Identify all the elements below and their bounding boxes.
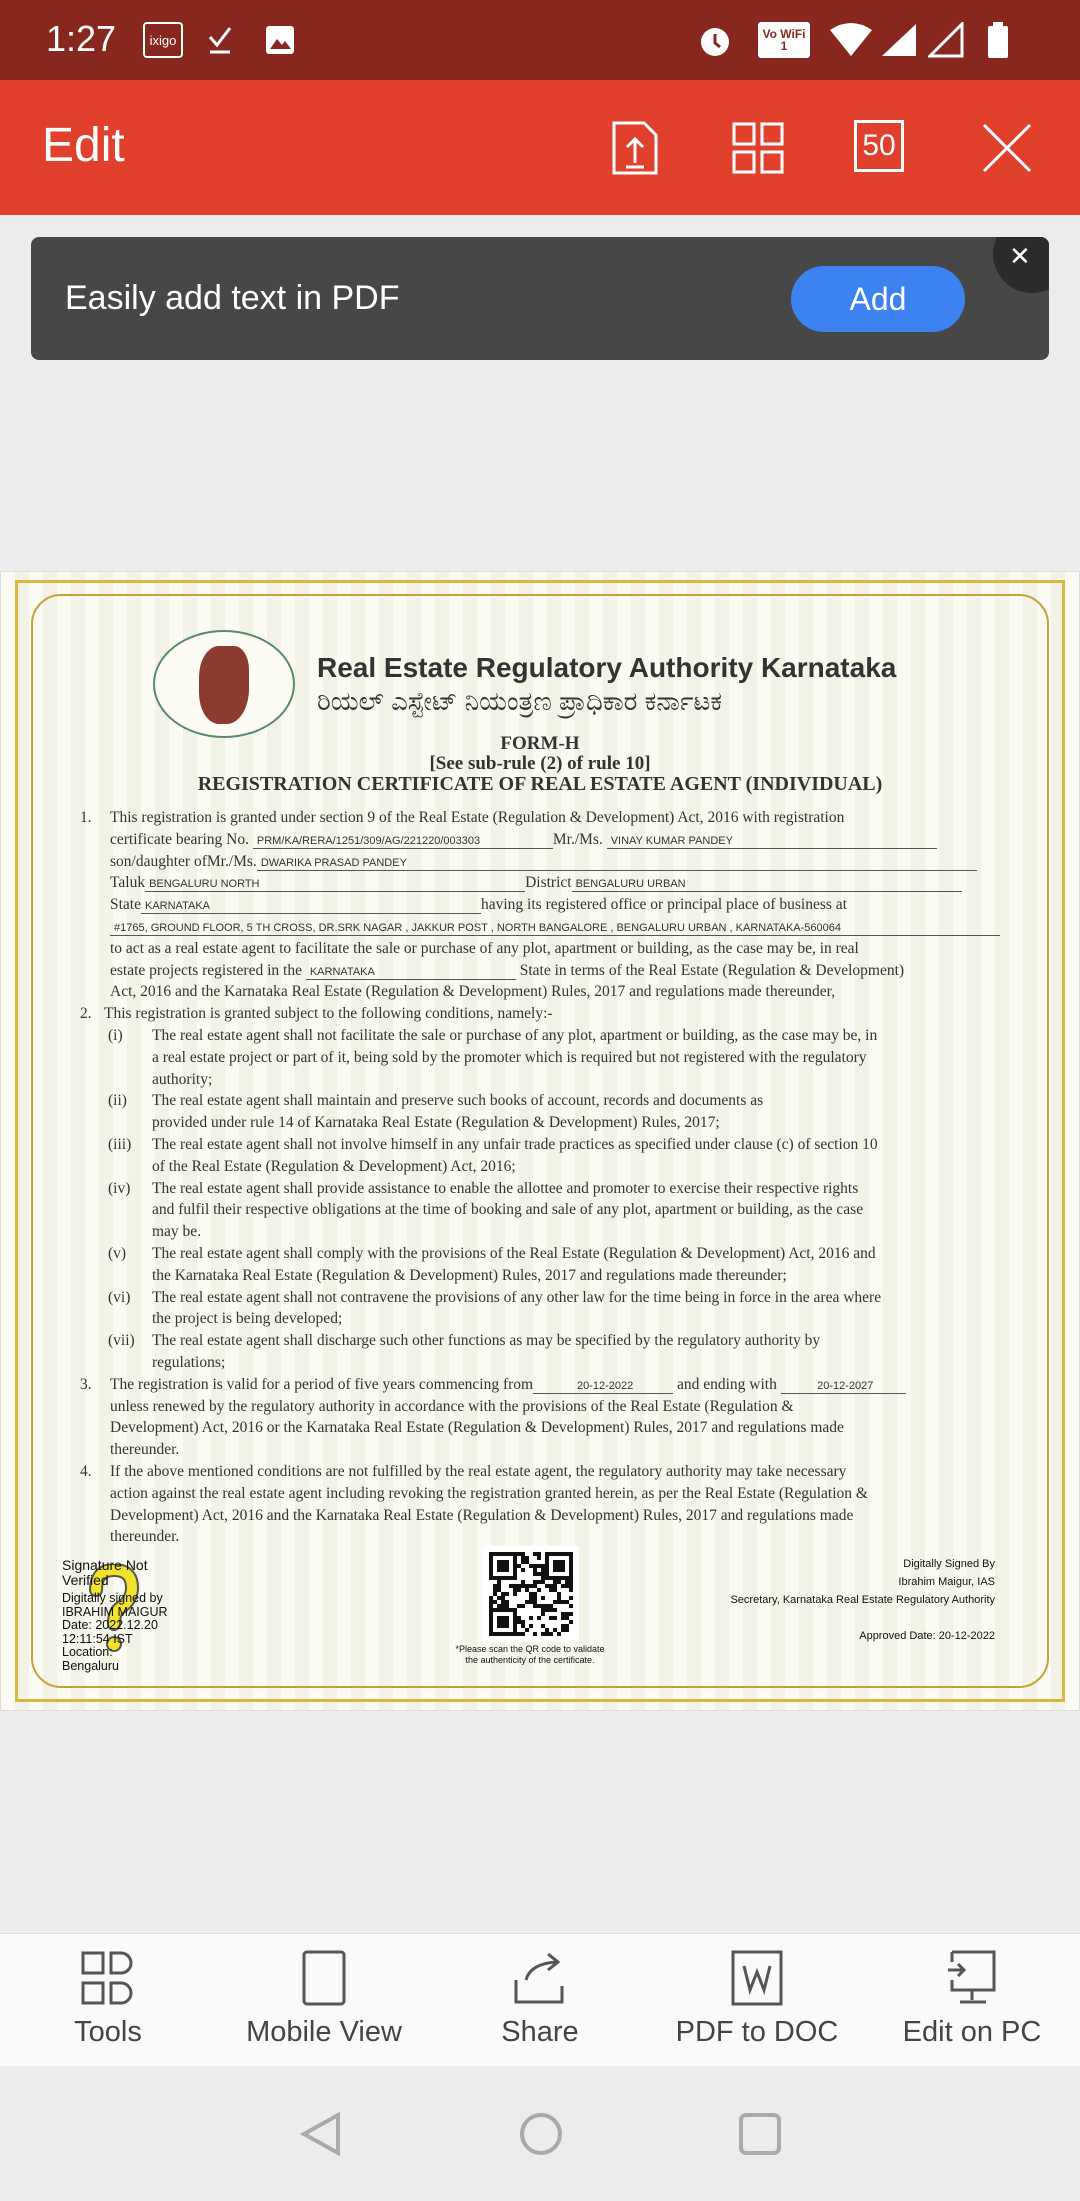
signer-name: Ibrahim Maigur, IAS	[898, 1576, 995, 1588]
add-button[interactable]: Add	[791, 266, 965, 332]
validity-end: 20-12-2027	[781, 1379, 906, 1394]
upload-file-button[interactable]	[607, 120, 663, 176]
condition-text: and fulfil their respective obligations at the time of booking and sale of any plot, apartment or building, as the case	[152, 1201, 864, 1219]
qr-code	[483, 1546, 579, 1642]
signature-line: Date: 2022.12.20	[62, 1618, 158, 1632]
close-button[interactable]	[979, 120, 1035, 176]
form-subrule: [See sub-rule (2) of rule 10]	[429, 753, 651, 774]
close-icon	[981, 122, 1033, 174]
tools-button[interactable]	[8, 1948, 208, 2049]
image-icon	[265, 22, 295, 58]
label: District	[525, 874, 572, 892]
item3-text: unless renewed by the regulatory authority in accordance with the provisions of the Real Estate (Regulation &	[110, 1397, 794, 1415]
registration-number: PRM/KA/RERA/1251/309/AG/221220/003303	[253, 834, 553, 849]
project-state: KARNATAKA	[306, 965, 516, 980]
upload-file-icon	[610, 121, 660, 175]
signal-icon	[880, 22, 918, 58]
label: State	[110, 896, 141, 914]
system-nav-bar	[0, 2066, 1080, 2201]
signer-title: Secretary, Karnataka Real Estate Regulatory Authority	[730, 1594, 995, 1606]
certificate-body	[0, 807, 1080, 1548]
tools-icon	[81, 1951, 135, 2005]
label: The registration is valid for a period of five years commencing from	[110, 1375, 534, 1393]
condition-text: the Karnataka Real Estate (Regulation & Development) Rules, 2017 and regulations made thereunder;	[152, 1266, 787, 1284]
condition-text: The real estate agent shall not facilitate the sale or purchase of any plot, apartment or building, as the case may be, in	[152, 1026, 878, 1044]
add-text-banner	[31, 237, 1049, 360]
app-bar	[0, 80, 1080, 215]
share-button[interactable]	[440, 1948, 640, 2049]
signature-line: Location:	[62, 1645, 113, 1659]
label: having its registered office or principal place of business at	[481, 896, 847, 914]
label: and ending with	[676, 1375, 777, 1393]
condition-number: (ii)	[108, 1092, 127, 1110]
validity-start: 20-12-2022	[533, 1379, 673, 1394]
condition-text: The real estate agent shall not contravene the provisions of any other law for the time being in force in the area where	[152, 1288, 882, 1306]
condition-text: The real estate agent shall comply with the provisions of the Real Estate (Regulation & Development) Act, 2016 and	[152, 1244, 876, 1262]
label: Mr./Ms.	[552, 830, 603, 848]
condition-text: a real estate project or part of it, being sold by the promoter which is required but not registered with the regulatory	[152, 1048, 867, 1066]
status-bar	[0, 0, 1080, 80]
banner-text: Easily add text in PDF	[65, 279, 400, 317]
pdf-to-doc-label: PDF to DOC	[675, 2016, 839, 2048]
condition-number: (iv)	[108, 1179, 131, 1197]
back-icon[interactable]	[298, 2111, 344, 2157]
condition-text: of the Real Estate (Regulation & Development) Act, 2016;	[152, 1157, 516, 1175]
signature-line: IBRAHIM MAIGUR	[62, 1604, 168, 1619]
condition-text: The real estate agent shall provide assistance to enable the allottee and promoter to exercise their respective rights	[152, 1179, 859, 1197]
label: son/daughter ofMr./Ms.	[110, 852, 257, 870]
recents-icon[interactable]	[737, 2111, 783, 2157]
signed-by: Digitally Signed By	[903, 1558, 995, 1570]
item4-text: thereunder.	[110, 1528, 180, 1546]
item3-text: Development) Act, 2016 or the Karnataka Real Estate (Regulation & Development) Rules, 2017 and regulations made	[110, 1419, 844, 1437]
label: State in terms of the Real Estate (Regulation & Development)	[519, 961, 905, 979]
tools-label: Tools	[74, 2016, 142, 2048]
qr-note: *Please scan the QR code to validate	[455, 1644, 605, 1654]
condition-number: (i)	[108, 1026, 123, 1044]
grid-view-button[interactable]	[730, 120, 786, 176]
bottom-toolbar	[0, 1933, 1080, 2066]
signal-no-data-icon	[928, 22, 966, 58]
page-number-button[interactable]: 50	[854, 120, 904, 172]
mobile-view-button[interactable]	[224, 1948, 424, 2049]
authority-title: Real Estate Regulatory Authority Karnataka	[317, 652, 897, 683]
condition-text: the project is being developed;	[152, 1310, 343, 1328]
authority-title-kannada: ರಿಯಲ್ ಎಸ್ಟೇಟ್ ನಿಯಂತ್ರಣ ಪ್ರಾಧಿಕಾರ ಕರ್ನಾಟಕ	[317, 686, 723, 716]
form-name: FORM-H	[500, 733, 580, 754]
label: certificate bearing No.	[110, 830, 249, 848]
close-icon: ✕	[1009, 241, 1031, 271]
business-address: #1765, GROUND FLOOR, 5 TH CROSS, DR.SRK NAGAR , JAKKUR POST , NORTH BANGALORE , BENGALURU URBAN , KARNATAKA-560064	[110, 921, 1000, 936]
mobile-view-label: Mobile View	[246, 2016, 402, 2048]
label: estate projects registered in the	[110, 961, 302, 979]
ixigo-icon: ixigo	[143, 22, 183, 58]
certificate-heading: REGISTRATION CERTIFICATE OF REAL ESTATE AGENT (INDIVIDUAL)	[197, 773, 883, 795]
condition-number: (vi)	[108, 1288, 131, 1306]
edit-on-pc-label: Edit on PC	[902, 2016, 1042, 2048]
word-icon	[731, 1950, 783, 2006]
signature-line: Bengaluru	[62, 1658, 119, 1673]
label: Taluk	[110, 874, 146, 892]
item1-text: Act, 2016 and the Karnataka Real Estate (Regulation & Development) Rules, 2017 and regulations made thereunder,	[110, 983, 836, 1001]
parent-name: DWARIKA PRASAD PANDEY	[257, 856, 977, 871]
home-icon[interactable]	[518, 2111, 564, 2157]
pdf-to-doc-button[interactable]	[657, 1948, 857, 2049]
signature-line: 12:11:54 IST	[62, 1631, 133, 1646]
condition-text: The real estate agent shall discharge such other functions as may be specified by the regulatory authority by	[152, 1332, 821, 1350]
condition-text: authority;	[152, 1070, 213, 1088]
item-number: 3.	[80, 1375, 92, 1393]
banner-close-button[interactable]	[993, 237, 1049, 293]
condition-number: (v)	[108, 1244, 127, 1262]
item2-text: This registration is granted subject to the following conditions, namely:-	[104, 1005, 553, 1023]
signature-block[interactable]	[62, 1558, 182, 1673]
qr-note: the authenticity of the certificate.	[465, 1655, 595, 1665]
item1-text: This registration is granted under section 9 of the Real Estate (Regulation & Development) Act, 2016 with registration	[110, 809, 845, 826]
condition-text: regulations;	[152, 1353, 226, 1371]
item-number: 1.	[80, 809, 92, 826]
condition-text: The real estate agent shall maintain and preserve such books of account, records and documents as	[152, 1092, 764, 1110]
item-number: 4.	[80, 1462, 92, 1480]
item-number: 2.	[80, 1005, 92, 1023]
agent-name: VINAY KUMAR PANDEY	[607, 834, 937, 849]
monitor-icon	[946, 1950, 998, 2006]
state: KARNATAKA	[141, 899, 481, 914]
item4-text: Development) Act, 2016 and the Karnataka Real Estate (Regulation & Development) Rules, 2017 and regulations made	[110, 1506, 854, 1524]
condition-text: may be.	[152, 1223, 202, 1241]
edit-on-pc-button[interactable]	[872, 1948, 1072, 2049]
condition-text: The real estate agent shall not involve himself in any unfair trade practices as specified under clause (c) of section 10	[152, 1135, 878, 1153]
share-icon	[512, 1950, 568, 2006]
condition-number: (vii)	[108, 1332, 135, 1350]
grid-icon	[732, 122, 784, 174]
item4-text: action against the real estate agent including revoking the registration granted herein, as per the Real Estate (Regulation &	[110, 1484, 868, 1502]
signature-status: Signature Not Verified	[62, 1557, 148, 1588]
alarm-icon	[695, 22, 735, 58]
vowifi-icon: Vo WiFi 1	[758, 22, 810, 58]
signature-line: Digitally signed by	[62, 1591, 163, 1605]
district: BENGALURU URBAN	[572, 877, 962, 892]
item4-text: If the above mentioned conditions are not fulfilled by the real estate agent, the regulatory authority may take necessary	[110, 1462, 847, 1480]
share-label: Share	[501, 2016, 579, 2048]
item1-text: to act as a real estate agent to facilitate the sale or purchase of any plot, apartment or building, as the case may be, in real	[110, 939, 859, 957]
mobile-view-icon	[302, 1950, 346, 2006]
page-title: Edit	[42, 119, 125, 172]
condition-text: provided under rule 14 of Karnataka Real Estate (Regulation & Development) Rules, 2017;	[152, 1114, 720, 1132]
item3-text: thereunder.	[110, 1441, 180, 1459]
clock: 1:27	[46, 18, 117, 59]
condition-number: (iii)	[108, 1135, 132, 1153]
wifi-icon	[828, 22, 874, 58]
check-icon	[205, 22, 235, 58]
rera-seal-logo	[153, 630, 295, 738]
approved-date: Approved Date: 20-12-2022	[859, 1630, 995, 1642]
taluk: BENGALURU NORTH	[145, 877, 525, 892]
battery-icon	[985, 22, 1011, 58]
